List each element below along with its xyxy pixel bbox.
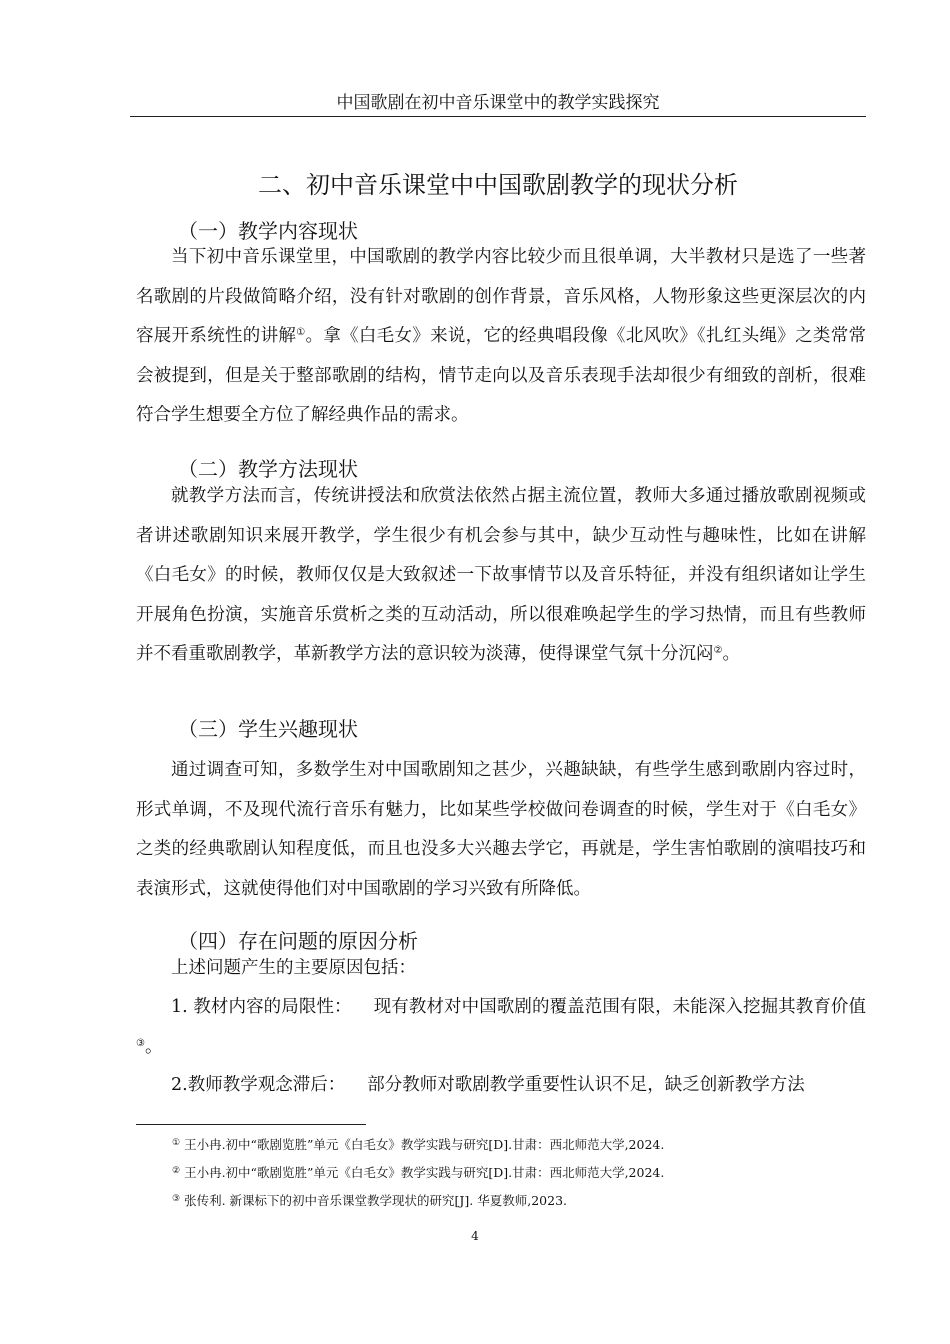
paragraph-text: 通过调查可知，多数学生对中国歌剧知之甚少，兴趣缺缺，有些学生感到歌剧内容过时，形式单调，不及现代流行音乐有魅力，比如某些学校做问卷调查的时候，学生对于《白毛女》之类的经典歌剧认知程度低，而且也没多大兴趣去学它，再就是，学生害怕歌剧的演唱技巧和表演形式，这就使得他们对中国歌剧的学习兴致有所降低。: [136, 760, 866, 899]
list-item-text: 现有教材对中国歌剧的覆盖范围有限，未能深入挖掘其教育价值: [373, 997, 867, 1017]
footnote-ref[interactable]: ③: [136, 1037, 145, 1049]
list-item: [136, 988, 866, 1067]
paragraph-text: 就教学方法而言，传统讲授法和欣赏法依然占据主流位置，教师大多通过播放歌剧视频或者讲述歌剧知识来展开教学，学生很少有机会参与其中，缺少互动性与趣味性，比如在讲解《白毛女》的时候，教师仅仅是大致叙述一下故事情节以及音乐特征，并没有组织诸如让学生开展角色扮演，实施音乐赏析之类的互动活动，所以很难唤起学生的学习热情，而且有些教师并不看重歌剧教学，革新教学方法的意识较为淡薄，使得课堂气氛十分沉闷: [136, 486, 866, 664]
section-title-causes: （四）存在问题的原因分析: [178, 929, 418, 953]
footnote-ref[interactable]: ②: [713, 645, 723, 656]
footnote: [172, 1134, 866, 1154]
section-title-content: （一）教学内容现状: [178, 219, 358, 243]
running-header: 中国歌剧在初中音乐课堂中的教学实践探究: [336, 93, 660, 113]
paragraph-text: 当下初中音乐课堂里，中国歌剧的教学内容比较少而且很单调，大半教材只是选了一些著名歌剧的片段做简略介绍，没有针对歌剧的创作背景，音乐风格，人物形象这些更深层次的内容展开系统性的讲解: [136, 247, 866, 346]
list-item: [136, 1066, 866, 1106]
footnote-mark: ①: [172, 1138, 181, 1148]
section-title-method: （二）教学方法现状: [178, 457, 358, 481]
header-rule: [130, 116, 866, 117]
paragraph-text-continued: 。: [722, 644, 740, 664]
footnote-rule: [136, 1124, 366, 1125]
footnote-mark: ③: [172, 1194, 181, 1204]
paragraph-causes-intro: [136, 949, 866, 989]
footnote: [172, 1190, 866, 1210]
paragraph-text: 上述问题产生的主要原因包括：: [171, 958, 416, 978]
paragraph-method-status: [136, 477, 866, 675]
paragraph-text-continued: 。拿《白毛女》来说，它的经典唱段像《北风吹》《扎红头绳》之类常常会被提到，但是关于整部歌剧的结构，情节走向以及音乐表现手法却很少有细致的剖析，很难符合学生想要全方位了解经典作品的需求。: [136, 326, 867, 425]
list-item-label: 2.教师教学观念滞后：: [171, 1075, 346, 1095]
list-item-text: 部分教师对歌剧教学重要性认识不足，缺乏创新教学方法: [367, 1075, 805, 1095]
page-number: 4: [471, 1229, 479, 1243]
footnote-text: 王小冉.初中“歌剧览胜”单元《白毛女》教学实践与研究[D].甘肃：西北师范大学,2024.: [184, 1165, 665, 1180]
list-item-text-continued: 。: [144, 1036, 163, 1057]
paragraph-content-status: [136, 238, 866, 436]
chapter-title: 二、初中音乐课堂中中国歌剧教学的现状分析: [258, 171, 738, 199]
footnote-text: 王小冉.初中“歌剧览胜”单元《白毛女》教学实践与研究[D].甘肃：西北师范大学,2024.: [184, 1137, 665, 1152]
section-title-interest: （三）学生兴趣现状: [178, 717, 358, 741]
list-item-label: 1. 教材内容的局限性：: [171, 997, 352, 1017]
footnote-ref[interactable]: ①: [296, 327, 306, 338]
footnote-text: 张传利. 新课标下的初中音乐课堂教学现状的研究[J]. 华夏教师,2023.: [184, 1193, 567, 1208]
paragraph-interest-status: [136, 751, 866, 909]
footnote-mark: ②: [172, 1166, 181, 1176]
footnote: [172, 1162, 866, 1182]
